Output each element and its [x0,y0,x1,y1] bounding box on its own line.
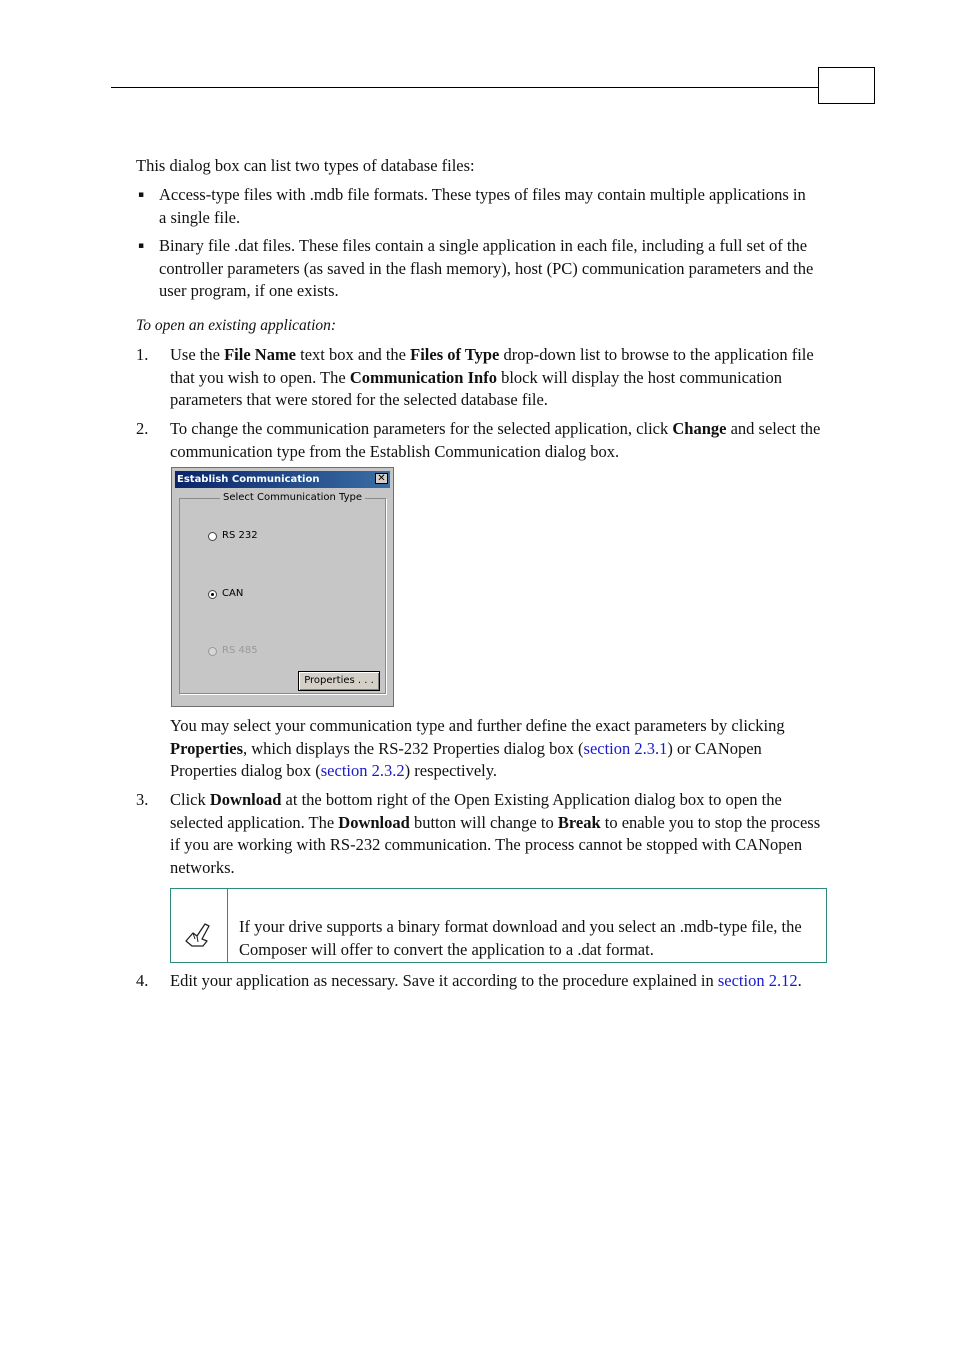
header-rule [111,87,818,88]
group-label: Select Communication Type [220,492,365,504]
dialog-title: Establish Communication [177,474,320,485]
step-2-continued [136,715,826,783]
page-number-box [818,67,875,104]
section-link[interactable]: section 2.3.1 [583,738,668,758]
procedure-title: To open an existing application: [136,317,337,334]
bullet-marker: ▪ [138,190,145,200]
list-item [136,235,816,303]
step-text: Click Download at the bottom right of the Open Existing Application dialog box to open the selected application. The Download button will change to Break to enable you to stop the process if you are working with RS-232 communication. The process cannot be stopped with CANopen networks. [170,790,821,877]
properties-button[interactable]: Properties . . . [298,671,380,691]
step-number: 3. [136,790,149,809]
step-1 [136,344,826,412]
radio-can[interactable]: CAN [208,583,243,606]
step-text: You may select your communication type and further define the exact parameters by clicking Properties, which displays the RS-232 Properties dialog box (section 2.3.1) or CANopen Properties dialog box (section 2.3.2) respectively. [170,716,785,780]
note-box [170,888,827,963]
close-icon[interactable]: ✕ [375,473,388,484]
step-4 [136,970,826,993]
step-3 [136,789,826,879]
bullet-text: Access-type files with .mdb file formats. These types of files may contain multiple applications in a single file. [159,185,806,227]
step-2 [136,418,826,463]
section-link[interactable]: section 2.3.2 [320,761,405,780]
section-link[interactable]: section 2.12 [717,971,798,990]
note-text: If your drive supports a binary format download and you select an .mdb-type file, the Composer will offer to convert the application to a .dat format. [239,917,802,959]
note-divider [227,889,228,962]
radio-disabled-icon [208,647,217,656]
establish-communication-dialog [171,467,394,707]
bullet-text: Binary file .dat files. These files contain a single application in each file, including a full set of the controller parameters (as saved in the flash memory), host (PC) communication parameters and the user program, if one exists. [159,236,814,300]
radio-unchecked-icon [208,532,217,541]
radio-rs485: RS 485 [208,640,258,663]
step-text: Edit your application as necessary. Save it according to the procedure explained in section 2.12. [170,971,802,990]
radio-checked-icon [208,590,217,599]
note-hand-icon [183,919,213,949]
step-text: To change the communication parameters for the selected application, click Change and select the communication type from the Establish Communication dialog box. [170,419,821,461]
intro-text: This dialog box can list two types of database files: [136,156,475,175]
bullet-marker: ▪ [138,241,145,251]
step-number: 1. [136,345,149,364]
step-number: 4. [136,971,149,990]
radio-rs232[interactable]: RS 232 [208,525,258,548]
dialog-title-bar [175,471,390,488]
communication-type-group [179,492,386,694]
list-item [136,184,816,229]
step-number: 2. [136,419,149,438]
step-text: Use the File Name text box and the Files of Type drop-down list to browse to the application file that you wish to open. The Communication Info block will display the host communication parameters that were stored for the selected database file. [170,345,814,409]
